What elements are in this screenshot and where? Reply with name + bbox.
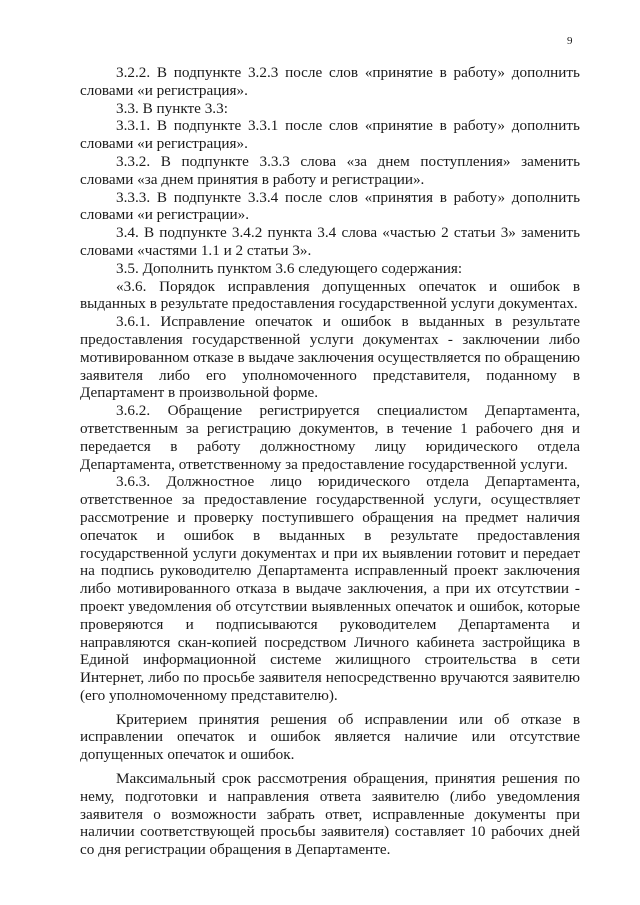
paragraph-criterion: Критерием принятия решения об исправлении или об отказе в исправлении опечаток и ошибок является наличие или отсутствие допущенных опечаток и ошибок. <box>80 710 580 764</box>
paragraph-3-2-2: 3.2.2. В подпункте 3.2.3 после слов «принятие в работу» дополнить словами «и регистрация». <box>80 64 580 99</box>
paragraph-3-3-3: 3.3.3. В подпункте 3.3.4 после слов «принятия в работу» дополнить словами «и регистрации». <box>80 188 580 224</box>
paragraph-3-6: «3.6. Порядок исправления допущенных опечаток и ошибок в выданных в результате предоставления государственной услуги документах. <box>80 277 580 313</box>
page-number: 9 <box>567 35 573 47</box>
paragraph-3-6-2: 3.6.2. Обращение регистрируется специалистом Департамента, ответственным за регистрацию документов, в течение 1 рабочего дня и передается в работу должностному лицу юридического отдела Департамента, ответственному за предоставление государственной услуги. <box>80 402 580 473</box>
paragraph-3-3-1: 3.3.1. В подпункте 3.3.1 после слов «принятие в работу» дополнить словами «и регистрация». <box>80 117 580 153</box>
paragraph-3-6-1: 3.6.1. Исправление опечаток и ошибок в выданных в результате предоставления государственной услуги документах - заключении либо мотивированном отказе в выдаче заключения осуществляется по обращению заявителя либо его уполномоченного представителя, поданному в Департамент в произвольной форме. <box>80 313 580 402</box>
paragraph-max-term: Максимальный срок рассмотрения обращения, принятия решения по нему, подготовки и направления ответа заявителю (либо уведомления заявителя о возможности забрать ответ, исправленные документы при наличии соответствующей просьбы заявителя) составляет 10 рабочих дней со дня регистрации обращения в Департаменте. <box>80 770 580 859</box>
paragraph-3-6-3: 3.6.3. Должностное лицо юридического отдела Департамента, ответственное за предоставление государственной услуги, осуществляет рассмотрение и проверку поступившего обращения на предмет наличия опечаток и ошибок в выданных в результате предоставления государственной услуги документах и при их выявлении готовит и передает на подпись руководителю Департамента исправленный проект заключения либо мотивированного отказа в выдаче заключения, а при их отсутствии - проект уведомления об отсутствии выявленных опечаток и ошибок, которые проверяются и подписываются руководителем Департамента и направляются скан-копией посредством Личного кабинета застройщика в Единой информационной системе жилищного строительства в сети Интернет, либо по просьбе заявителя непосредственно вручаются заявителю (его уполномоченному представителю). <box>80 473 580 704</box>
document-body <box>80 64 580 859</box>
paragraph-3-3: 3.3. В пункте 3.3: <box>116 99 228 117</box>
paragraph-3-3-2: 3.3.2. В подпункте 3.3.3 слова «за днем поступления» заменить словами «за днем принятия в работу и регистрации». <box>80 152 580 188</box>
paragraph-3-4: 3.4. В подпункте 3.4.2 пункта 3.4 слова «частью 2 статьи 3» заменить словами «частями 1.1 и 2 статьи 3». <box>80 224 580 259</box>
paragraph-3-5: 3.5. Дополнить пунктом 3.6 следующего содержания: <box>116 259 463 277</box>
